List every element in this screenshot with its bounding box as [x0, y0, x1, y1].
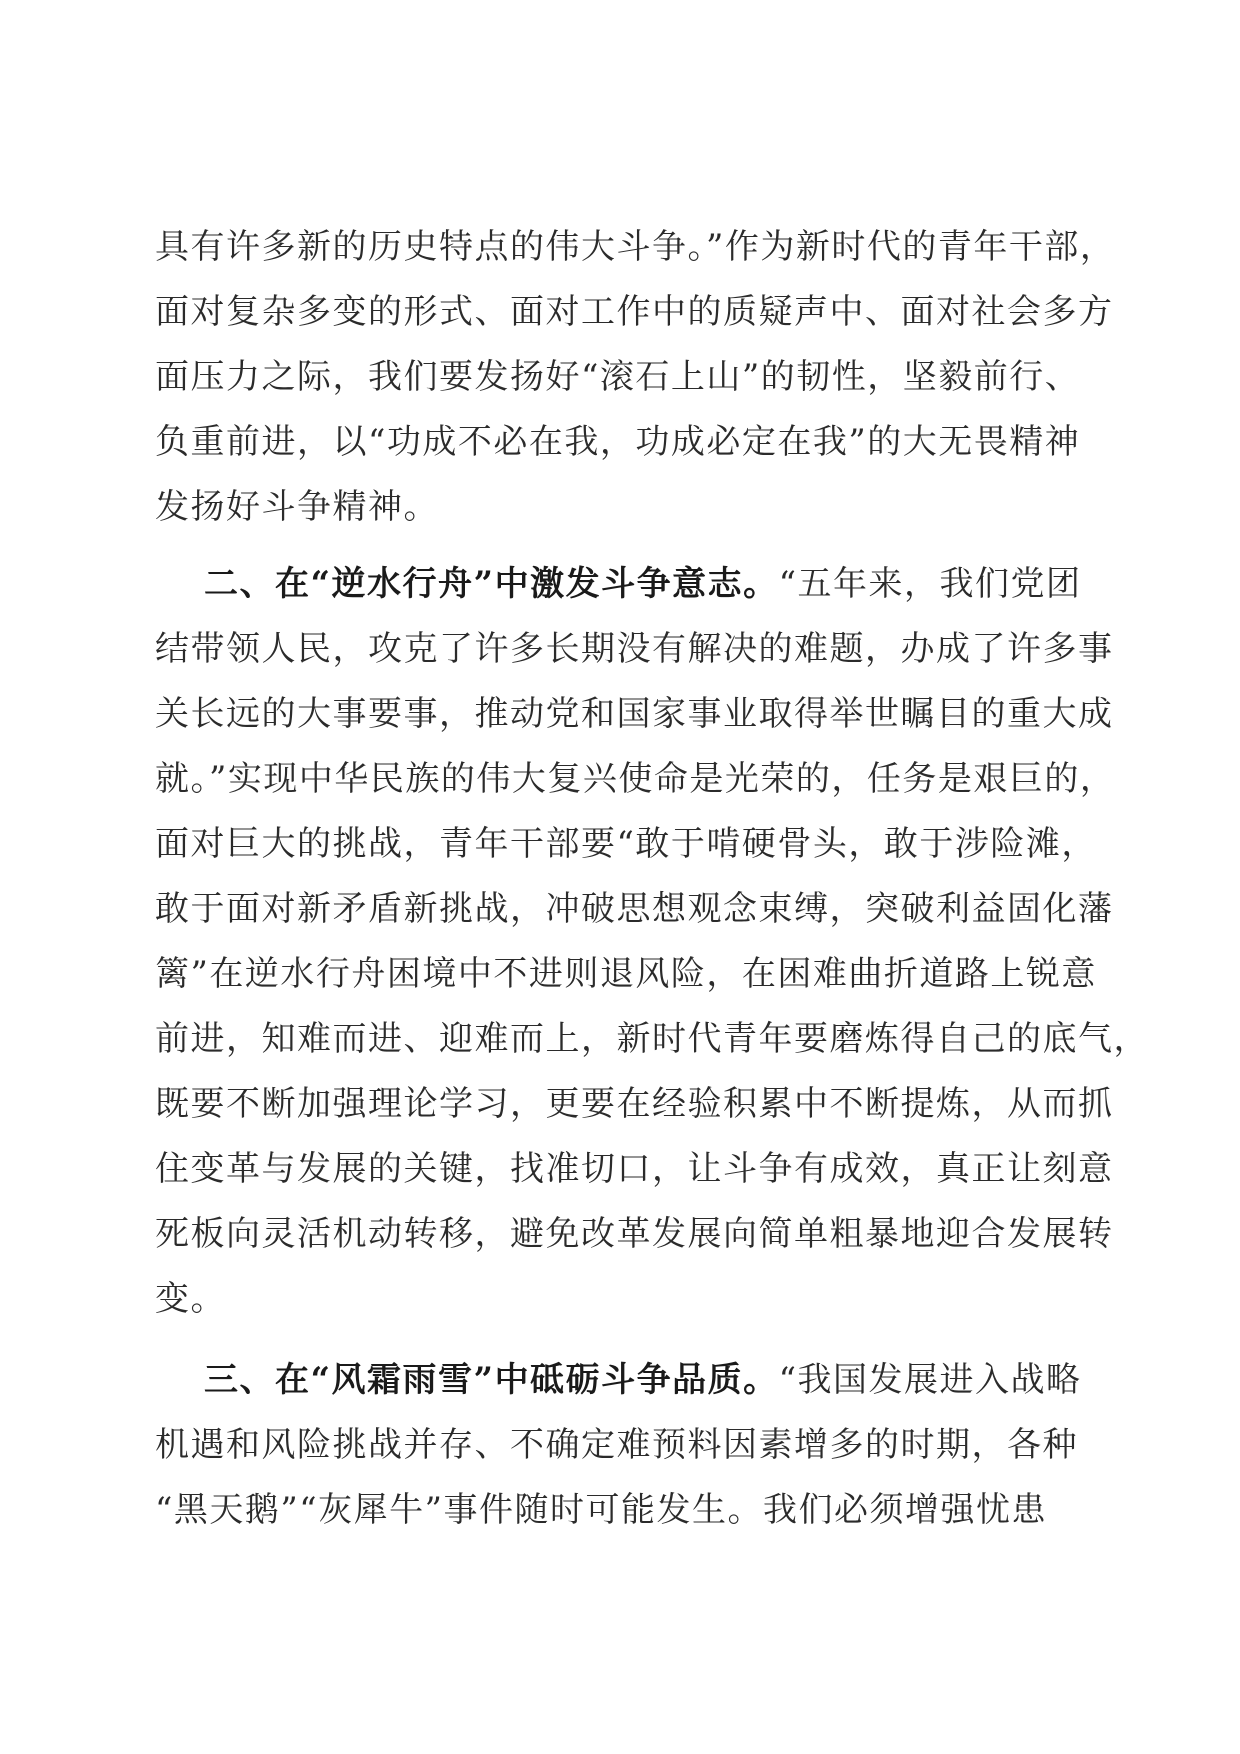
- text-line: 结带领人民，攻克了许多长期没有解决的难题，办成了许多事: [155, 629, 1114, 669]
- text-line: 机遇和风险挑战并存、不确定难预料因素增多的时期，各种: [155, 1425, 1078, 1465]
- text-line: 敢于面对新矛盾新挑战，冲破思想观念束缚，突破利益固化藩: [155, 889, 1114, 929]
- paragraph-2: [155, 552, 1149, 1332]
- text-run: “我国发展进入战略: [778, 1360, 1082, 1400]
- text-line: 既要不断加强理论学习，更要在经验积累中不断提炼，从而抓: [155, 1084, 1114, 1124]
- text-line: 就。”实现中华民族的伟大复兴使命是光荣的，任务是艰巨的，: [155, 759, 1116, 799]
- text-line: 负重前进，以“功成不必在我，功成必定在我”的大无畏精神: [155, 422, 1081, 462]
- paragraph-1: [155, 215, 1116, 540]
- section-heading: 三、在“风霜雨雪”中砥砺斗争品质。: [204, 1360, 779, 1400]
- paragraph-first-line: [155, 552, 1095, 617]
- text-line: 面对巨大的挑战，青年干部要“敢于啃硬骨头，敢于涉险滩，: [155, 824, 1097, 864]
- text-line: 面压力之际，我们要发扬好“滚石上山”的韧性，坚毅前行、: [155, 357, 1081, 397]
- text-line: 死板向灵活机动转移，避免改革发展向简单粗暴地迎合发展转: [155, 1214, 1114, 1254]
- text-line: 具有许多新的历史特点的伟大斗争。”作为新时代的青年干部，: [155, 227, 1116, 267]
- text-line: 关长远的大事要事，推动党和国家事业取得举世瞩目的重大成: [155, 694, 1114, 734]
- text-line: 发扬好斗争精神。: [155, 487, 439, 527]
- text-line: 面对复杂多变的形式、面对工作中的质疑声中、面对社会多方: [155, 292, 1114, 332]
- paragraph-first-line: [155, 1348, 1095, 1413]
- text-line: 住变革与发展的关键，找准切口，让斗争有成效，真正让刻意: [155, 1149, 1114, 1189]
- text-line: “黑天鹅”“灰犀牛”事件随时可能发生。我们必须增强忧患: [155, 1490, 1048, 1530]
- text-run: “五年来，我们党团: [778, 564, 1082, 604]
- text-line: 变。: [155, 1279, 226, 1319]
- text-line: 前进，知难而进、迎难而上，新时代青年要磨炼得自己的底气，: [155, 1019, 1149, 1059]
- section-heading: 二、在“逆水行舟”中激发斗争意志。: [204, 564, 779, 604]
- paragraph-3: [155, 1348, 1095, 1543]
- text-line: 篱”在逆水行舟困境中不进则退风险，在困难曲折道路上锐意: [155, 954, 1097, 994]
